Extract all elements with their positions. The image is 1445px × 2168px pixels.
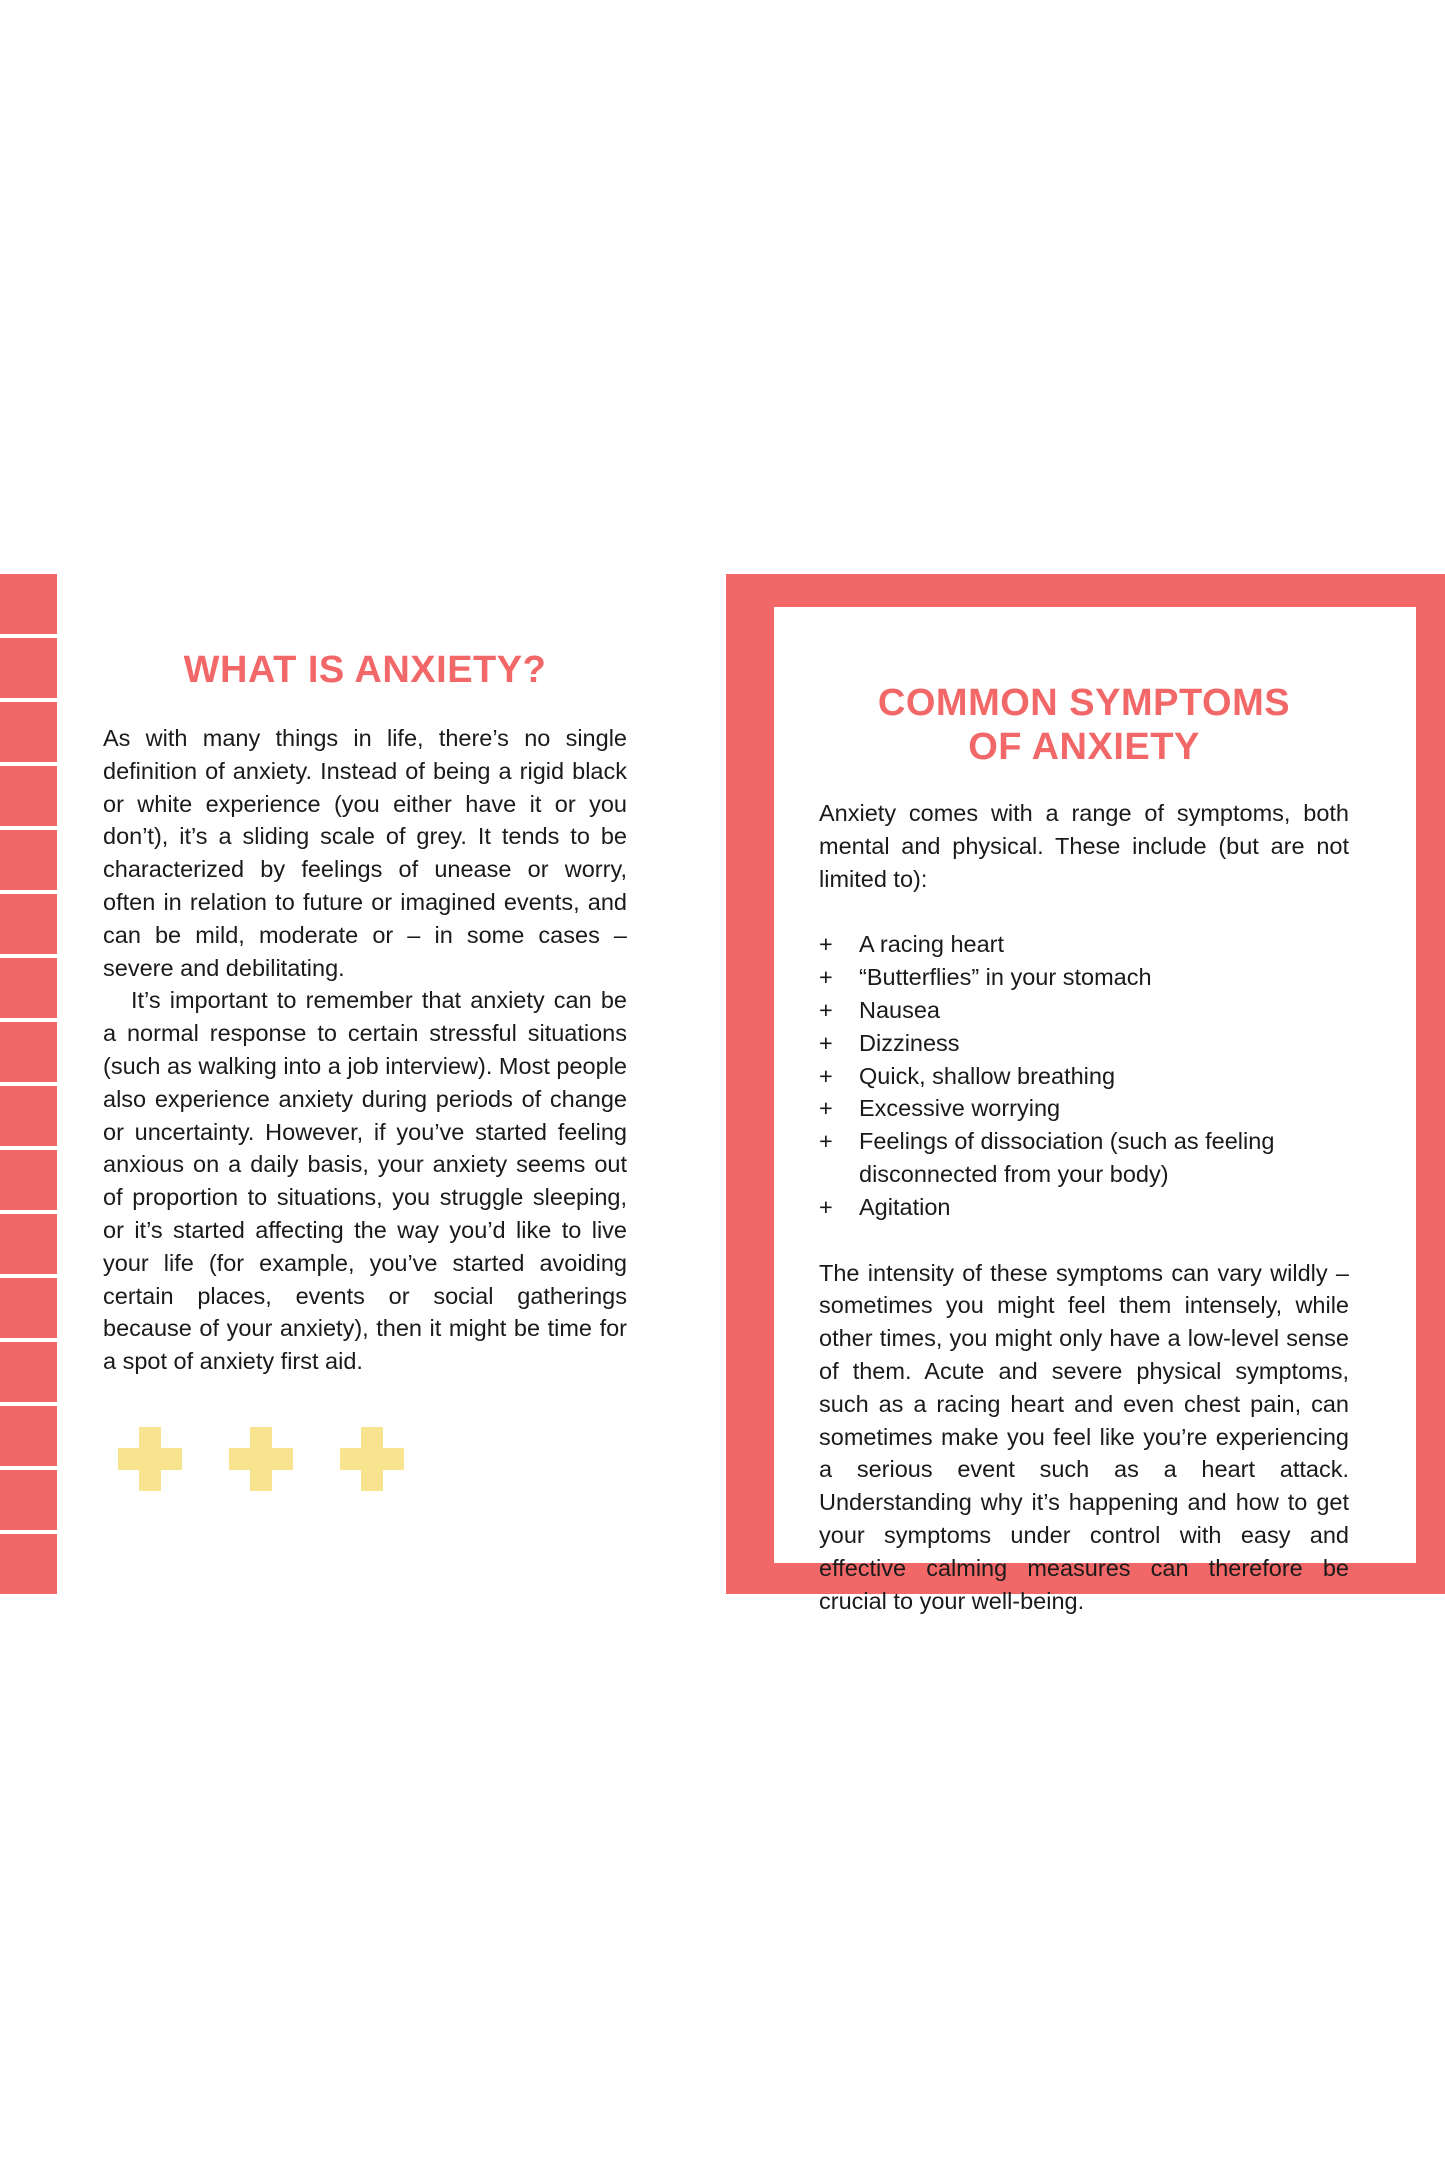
list-item-text: Excessive worrying xyxy=(859,1095,1061,1122)
plus-icon xyxy=(118,1427,182,1491)
title-line: OF ANXIETY xyxy=(968,726,1200,768)
plus-bullet-icon: + xyxy=(819,1193,833,1220)
list-item-text: A racing heart xyxy=(859,931,1005,958)
list-item-text: Agitation xyxy=(859,1193,951,1220)
list-item-text: Quick, shallow breathing xyxy=(859,1062,1116,1089)
right-page-frame xyxy=(726,574,1445,1614)
list-item xyxy=(819,1191,1349,1224)
left-page-title: WHAT IS ANXIETY? xyxy=(183,649,547,691)
right-page-card xyxy=(774,607,1416,1614)
right-page-content xyxy=(819,607,1349,1617)
list-item-text: Dizziness xyxy=(859,1029,960,1056)
plus-icon xyxy=(340,1427,404,1491)
list-item-text: Nausea xyxy=(859,996,940,1023)
plus-bullet-icon: + xyxy=(819,1062,833,1089)
plus-icon xyxy=(229,1427,293,1491)
decorative-crosses xyxy=(118,1427,418,1491)
plus-bullet-icon: + xyxy=(819,1128,833,1155)
book-spread xyxy=(0,574,1445,1614)
list-item xyxy=(819,1125,1349,1191)
plus-bullet-icon: + xyxy=(819,931,833,958)
list-item xyxy=(819,1027,1349,1060)
symptom-list xyxy=(819,928,1349,1223)
body-paragraph: As with many things in life, there’s no single definition of anxiety. Instead of being a rigid black or white experience (you either have it or you don’t), it’s a sliding scale of grey. It tends to be characterized by feelings of unease or worry, often in relation to future or imagined events, and can be mild, moderate or – in some cases – severe and debilitating. xyxy=(103,725,627,981)
left-page xyxy=(103,574,627,1378)
list-item xyxy=(819,994,1349,1027)
plus-bullet-icon: + xyxy=(819,1095,833,1122)
right-page-title xyxy=(819,681,1349,769)
outro-paragraph: The intensity of these symptoms can vary wildly – sometimes you might feel them intensely, while other times, you might only have a low-level sense of them. Acute and severe physical symptoms, such as a racing heart and even chest pain, can sometimes make you feel like you’re experiencing a serious event such as a heart attack. Understanding why it’s happening and how to get your symptoms under control with easy and effective calming measures can therefore be crucial to your well-being. xyxy=(819,1259,1349,1614)
list-item xyxy=(819,961,1349,994)
body-paragraph: It’s important to remember that anxiety can be a normal response to certain stressful situations (such as walking into a job interview). Most people also experience anxiety during periods of change or uncertainty. However, if you’ve started feeling anxious on a daily basis, your anxiety seems out of proportion to situations, you struggle sleeping, or it’s started affecting the way you’d like to live your life (for example, you’ve started avoiding certain places, events or social gatherings because of your anxiety), then it might be time for a spot of anxiety first aid. xyxy=(103,987,627,1375)
intro-paragraph: Anxiety comes with a range of symptoms, both mental and physical. These include (but are not limited to): xyxy=(819,800,1349,892)
list-item xyxy=(819,1092,1349,1125)
plus-bullet-icon: + xyxy=(819,996,833,1023)
list-item xyxy=(819,928,1349,961)
left-page-body xyxy=(103,722,627,1378)
page-edge-stripe xyxy=(0,574,57,1594)
title-line: COMMON SYMPTOMS xyxy=(877,682,1291,724)
plus-bullet-icon: + xyxy=(819,964,833,991)
plus-bullet-icon: + xyxy=(819,1029,833,1056)
list-item-text: Feelings of dissociation (such as feeling disconnected from your body) xyxy=(859,1128,1275,1187)
list-item-text: “Butterflies” in your stomach xyxy=(859,964,1152,991)
list-item xyxy=(819,1060,1349,1093)
